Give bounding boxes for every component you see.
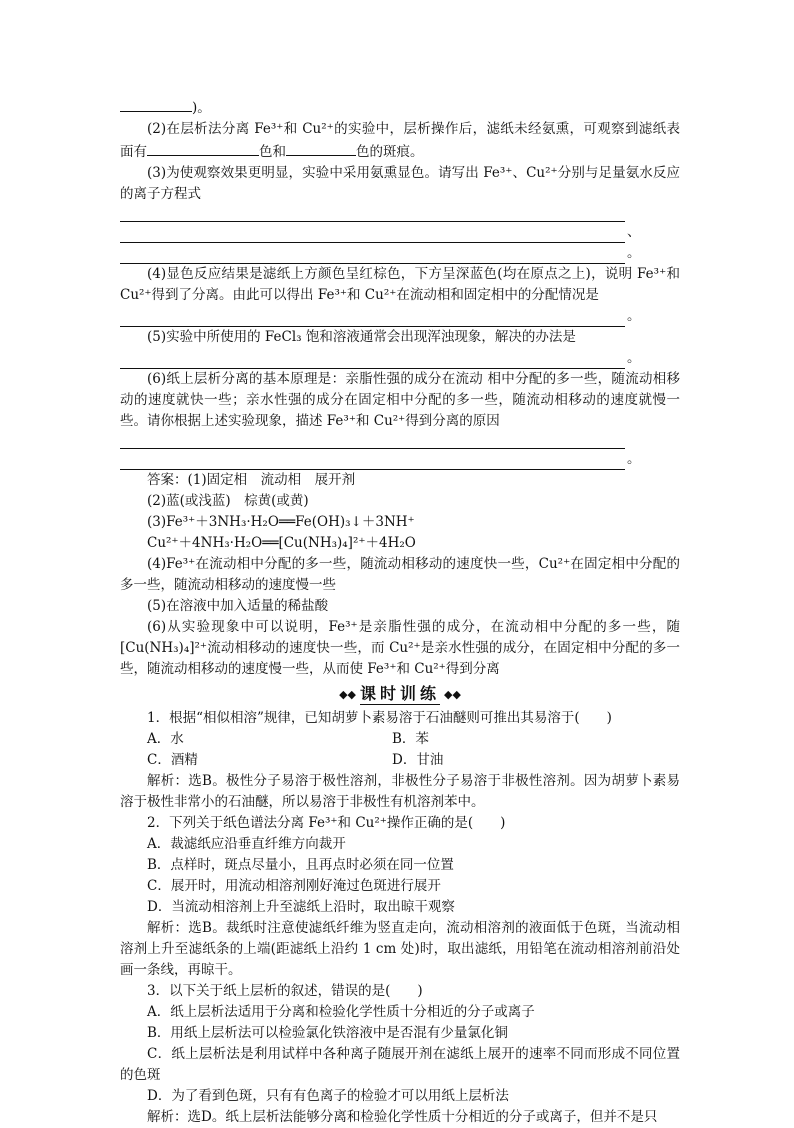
- answer-line[interactable]: 、: [120, 222, 680, 243]
- option-c[interactable]: C．纸上层析法是利用试样中各种离子随展开剂在滤纸上展开的速率不同而形成不同位置的色斑: [120, 1046, 680, 1083]
- answer-line[interactable]: 。: [120, 306, 680, 327]
- question-1-stem: 1．根据“相似相溶”规律，已知胡萝卜素易溶于石油醚则可推出其易溶于( ): [147, 710, 612, 726]
- answer-line[interactable]: 。: [120, 348, 680, 369]
- diamond-icon: ◆◆: [444, 687, 461, 701]
- answer-blank[interactable]: [147, 140, 259, 156]
- answer-line[interactable]: 。: [120, 449, 680, 470]
- answer-blank[interactable]: [120, 96, 192, 112]
- section-title: 课时训练: [359, 684, 440, 703]
- option-d[interactable]: D．当流动相溶剂上升至滤纸上沿时，取出晾干观察: [147, 899, 455, 915]
- answer-line[interactable]: [120, 205, 680, 222]
- question-1-options: [120, 729, 680, 750]
- section-banner: [120, 683, 680, 705]
- option-a[interactable]: A．裁滤纸应沿垂直纤维方向裁开: [147, 836, 346, 852]
- answer-4: (4)Fe³⁺在流动相中分配的多一些，随流动相移动的速度快一些，Cu²⁺在固定相中分配的多一些，随流动相移动的速度慢一些: [120, 556, 680, 593]
- option-c[interactable]: C．展开时，用流动相溶剂刚好淹过色斑进行展开: [147, 878, 441, 894]
- option-d[interactable]: D．甘油: [392, 752, 444, 768]
- question-2-stem: 2．下列关于纸色谱法分离 Fe³⁺和 Cu²⁺操作正确的是( ): [147, 815, 506, 831]
- answer-1: 答案：(1)固定相 流动相 展开剂: [147, 472, 356, 488]
- answer-6: (6)从实验现象中可以说明，Fe³⁺是亲脂性强的成分，在流动相中分配的多一些，随[Cu(NH₃)₄]²⁺流动相移动的速度快一些，而 Cu²⁺是亲水性强的成分，在固定相中分配的多一些，随流动相移动的速度慢一些，从而使 Fe³⁺和 Cu²⁺得到分离: [120, 619, 680, 677]
- question-3-stem: 3．以下关于纸上层析的叙述，错误的是( ): [147, 983, 423, 999]
- option-b[interactable]: B．用纸上层析法可以检验氯化铁溶液中是否混有少量氯化铜: [147, 1025, 508, 1041]
- question-1-options: [120, 750, 680, 771]
- question-2-analysis: 解析：选B。裁纸时注意使滤纸纤维为竖直走向，流动相溶剂的液面低于色斑，当流动相溶剂上升至滤纸条的上端(距滤纸上沿约 1 cm 处)时，取出滤纸，用铅笔在流动相溶剂前沿处画一条线，再晾干。: [120, 920, 680, 978]
- answer-blank[interactable]: [286, 140, 356, 156]
- answer-line[interactable]: 。: [120, 243, 680, 264]
- option-b[interactable]: B．点样时，斑点尽量小，且再点时必须在同一位置: [147, 857, 454, 873]
- q2-lead-line: )。: [120, 96, 680, 119]
- answer-2: (2)蓝(或浅蓝) 棕黄(或黄): [147, 493, 309, 509]
- diamond-icon: ◆◆: [339, 687, 356, 701]
- option-d[interactable]: D．为了看到色斑，只有有色离子的检验才可以用纸上层析法: [147, 1088, 509, 1104]
- question-3-analysis: 解析：选D。纸上层析法能够分离和检验化学性质十分相近的分子或离子，但并不是只: [147, 1109, 658, 1125]
- q2-part2: (2)在层析法分离 Fe³⁺和 Cu²⁺的实验中，层析操作后，滤纸未经氨熏，可观察到滤纸表面有 色和 色的斑痕。: [120, 121, 680, 160]
- answer-3-fe: (3)Fe³⁺＋3NH₃·H₂O══Fe(OH)₃↓＋3NH⁺: [147, 514, 415, 530]
- answer-3-cu: Cu²⁺＋4NH₃·H₂O══[Cu(NH₃)₄]²⁺＋4H₂O: [147, 535, 416, 551]
- q2-part5: (5)实验中所使用的 FeCl₃ 饱和溶液通常会出现浑浊现象，解决的办法是: [147, 329, 576, 345]
- answer-line[interactable]: [120, 432, 680, 449]
- option-c[interactable]: C．酒精: [147, 752, 198, 768]
- document-page: [120, 96, 680, 1128]
- option-a[interactable]: A．纸上层析法适用于分离和检验化学性质十分相近的分子或离子: [147, 1004, 535, 1020]
- answer-5: (5)在溶液中加入适量的稀盐酸: [147, 598, 329, 614]
- option-b[interactable]: B．苯: [392, 731, 429, 747]
- option-a[interactable]: A．水: [147, 731, 184, 747]
- q2-part3: (3)为使观察效果更明显，实验中采用氨熏显色。请写出 Fe³⁺、Cu²⁺分别与足量氨水反应的离子方程式: [120, 165, 680, 202]
- q2-part4: (4)显色反应结果是滤纸上方颜色呈红棕色，下方呈深蓝色(均在原点之上)，说明 Fe³⁺和 Cu²⁺得到了分离。由此可以得出 Fe³⁺和 Cu²⁺在流动相和固定相中的分配情况是: [120, 266, 680, 303]
- question-1-analysis: 解析：选B。极性分子易溶于极性溶剂，非极性分子易溶于非极性溶剂。因为胡萝卜素易溶于极性非常小的石油醚，所以易溶于非极性有机溶剂苯中。: [120, 773, 680, 810]
- q2-part6: (6)纸上层析分离的基本原理是：亲脂性强的成分在流动 相中分配的多一些，随流动相移动的速度就快一些；亲水性强的成分在固定相中分配的多一些，随流动相移动的速度就慢一些。请你根据上述实验现象，描述 Fe³⁺和 Cu²⁺得到分离的原因: [120, 371, 680, 429]
